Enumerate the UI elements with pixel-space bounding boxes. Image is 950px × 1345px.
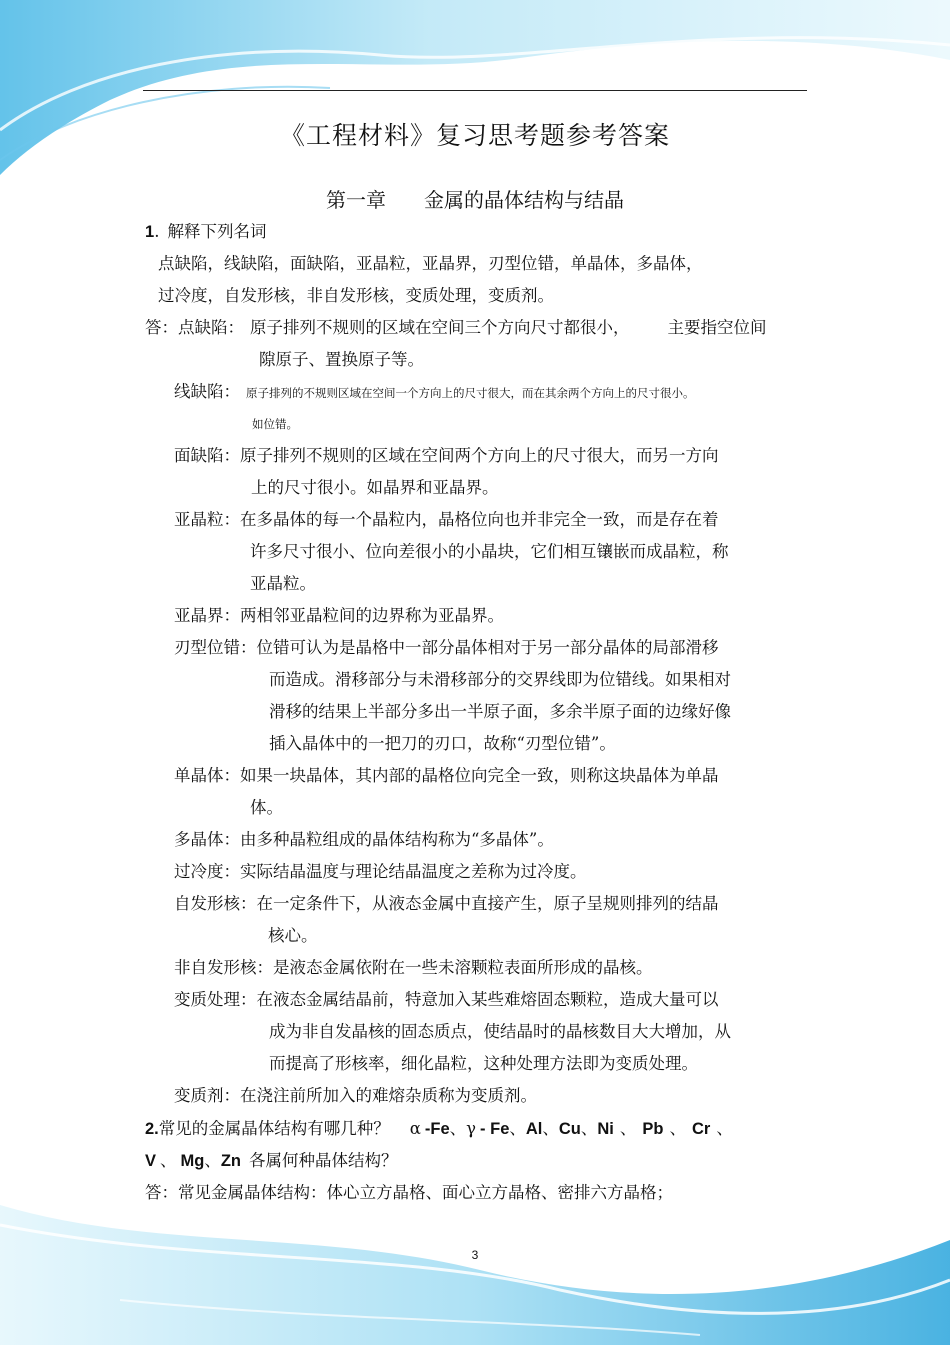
gamma-symbol: γ (466, 1119, 477, 1138)
element-ni: Ni (597, 1120, 614, 1138)
chapter-name: 金属的晶体结构与结晶 (424, 188, 624, 212)
answer-line-defect (174, 381, 695, 404)
term-label: 亚晶粒： (174, 510, 240, 529)
definition-text: 体。 (250, 798, 283, 817)
term-label: 变质处理： (174, 990, 257, 1009)
term-label: 点缺陷： (178, 318, 244, 337)
answer-single-crystal (174, 765, 719, 787)
question-2-text: 常见的金属晶体结构有哪几种？ (158, 1119, 390, 1138)
element-zn: Zn (220, 1152, 242, 1170)
header-rule (143, 90, 807, 91)
answer-homogeneous-nucleation (174, 893, 719, 915)
term-label: 线缺陷： (174, 382, 240, 401)
question-1-terms-line-2: 过冷度，自发形核，非自发形核，变质处理，变质剂。 (158, 286, 554, 305)
answer-modification-treatment (174, 989, 719, 1011)
page-number: 3 (471, 1248, 479, 1262)
chapter-heading (0, 184, 950, 213)
definition-text: 在液态金属结晶前，特意加入某些难熔固态颗粒，造成大量可以 (256, 990, 719, 1009)
definition-text: 滑移的结果上半部分多出一半原子面，多余半原子面的边缘好像 (269, 702, 731, 721)
element-fe: - Fe (480, 1120, 510, 1138)
question-2 (145, 1118, 733, 1140)
definition-text: 实际结晶温度与理论结晶温度之差称为过冷度。 (240, 862, 587, 881)
definition-text: 成为非自发晶核的固态质点，使结晶时的晶核数目大大增加，从 (269, 1022, 731, 1041)
definition-text: 如果一块晶体，其内部的晶格位向完全一致，则称这块晶体为单晶 (240, 766, 719, 785)
term-label: 自发形核： (174, 894, 257, 913)
question-1-terms-line-1: 点缺陷，线缺陷，面缺陷，亚晶粒，亚晶界，刃型位错，单晶体，多晶体， (158, 254, 703, 273)
document-title: 《工程材料》复习思考题参考答案 (279, 121, 670, 150)
definition-text: 隙原子、置换原子等。 (259, 350, 424, 369)
question-2-text: 各属何种晶体结构？ (249, 1151, 398, 1170)
answer-heterogeneous-nucleation (174, 957, 653, 979)
definition-text: 核心。 (268, 926, 318, 945)
separator: 、 (716, 1119, 733, 1138)
separator: 、 (449, 1119, 467, 1138)
answer-polycrystal (174, 829, 554, 851)
element-pb: Pb (642, 1120, 664, 1138)
term-label: 刃型位错： (174, 638, 257, 657)
alpha-symbol: α (409, 1119, 421, 1138)
definition-text: 位错可认为是晶格中一部分晶体相对于另一部分晶体的局部滑移 (256, 638, 719, 657)
element-fe: -Fe (424, 1120, 450, 1138)
definition-text: 主要指空位间 (667, 318, 767, 337)
element-v: V (145, 1152, 157, 1170)
term-label: 亚晶界： (174, 606, 240, 625)
answer-subgrain (174, 509, 719, 531)
question-1-number: 1 (145, 223, 155, 241)
separator: 、 (204, 1151, 221, 1170)
question-1 (145, 221, 266, 243)
definition-text: 而造成。滑移部分与未滑移部分的交界线即为位错线。如果相对 (269, 670, 731, 689)
answer-edge-dislocation (174, 637, 719, 659)
term-label: 非自发形核： (174, 958, 273, 977)
answer-point-defect (145, 317, 767, 339)
answer-prefix: 答： (145, 318, 178, 337)
chapter-number: 第一章 (326, 188, 386, 212)
element-al: Al (525, 1120, 543, 1138)
element-cr: Cr (691, 1120, 711, 1138)
element-mg: Mg (180, 1152, 205, 1170)
separator: 、 (509, 1119, 526, 1138)
term-label: 变质剂： (174, 1086, 240, 1105)
answer-subgrain-boundary (174, 605, 504, 627)
answer-plane-defect (174, 445, 719, 467)
definition-text: 原子排列不规则的区域在空间三个方向尺寸都很小， (250, 318, 630, 337)
question-1-separator: . (154, 222, 160, 241)
question-1-text: 解释下列名词 (167, 222, 267, 241)
definition-text: 上的尺寸很小。如晶界和亚晶界。 (251, 478, 499, 497)
question-2-line-2 (145, 1150, 398, 1172)
term-label: 面缺陷： (174, 446, 240, 465)
answer-undercooling (174, 861, 587, 883)
definition-text: 由多种晶粒组成的晶体结构称为“多晶体”。 (240, 830, 554, 849)
separator: 、 (160, 1151, 177, 1170)
definition-text: 许多尺寸很小、位向差很小的小晶块，它们相互镶嵌而成晶粒，称 (250, 542, 729, 561)
separator: 、 (669, 1119, 686, 1138)
definition-text: 是液态金属依附在一些未溶颗粒表面所形成的晶核。 (273, 958, 653, 977)
definition-text: 在一定条件下，从液态金属中直接产生，原子呈规则排列的结晶 (256, 894, 719, 913)
separator: 、 (619, 1119, 637, 1138)
separator: 、 (542, 1119, 559, 1138)
definition-text: 亚晶粒。 (250, 574, 316, 593)
definition-text: 在多晶体的每一个晶粒内，晶格位向也并非完全一致，而是存在着 (240, 510, 719, 529)
definition-text: 在浇注前所加入的难熔杂质称为变质剂。 (240, 1086, 537, 1105)
question-2-number: 2. (145, 1120, 159, 1138)
term-label: 过冷度： (174, 862, 240, 881)
term-label: 多晶体： (174, 830, 240, 849)
answer-modifier (174, 1085, 537, 1107)
definition-text: 如位错。 (252, 417, 298, 431)
question-2-answer: 答：常见金属晶体结构：体心立方晶格、面心立方晶格、密排六方晶格； (145, 1183, 673, 1202)
term-label: 单晶体： (174, 766, 240, 785)
definition-text: 而提高了形核率，细化晶粒，这种处理方法即为变质处理。 (269, 1054, 698, 1073)
definition-text: 原子排列的不规则区域在空间一个方向上的尺寸很大，而在其余两个方向上的尺寸很小。 (246, 386, 695, 400)
element-cu: Cu (558, 1120, 581, 1138)
definition-text: 原子排列不规则的区域在空间两个方向上的尺寸很大，而另一方向 (240, 446, 719, 465)
definition-text: 插入晶体中的一把刀的刃口，故称“刃型位错”。 (269, 734, 616, 753)
separator: 、 (580, 1119, 598, 1138)
definition-text: 两相邻亚晶粒间的边界称为亚晶界。 (240, 606, 504, 625)
